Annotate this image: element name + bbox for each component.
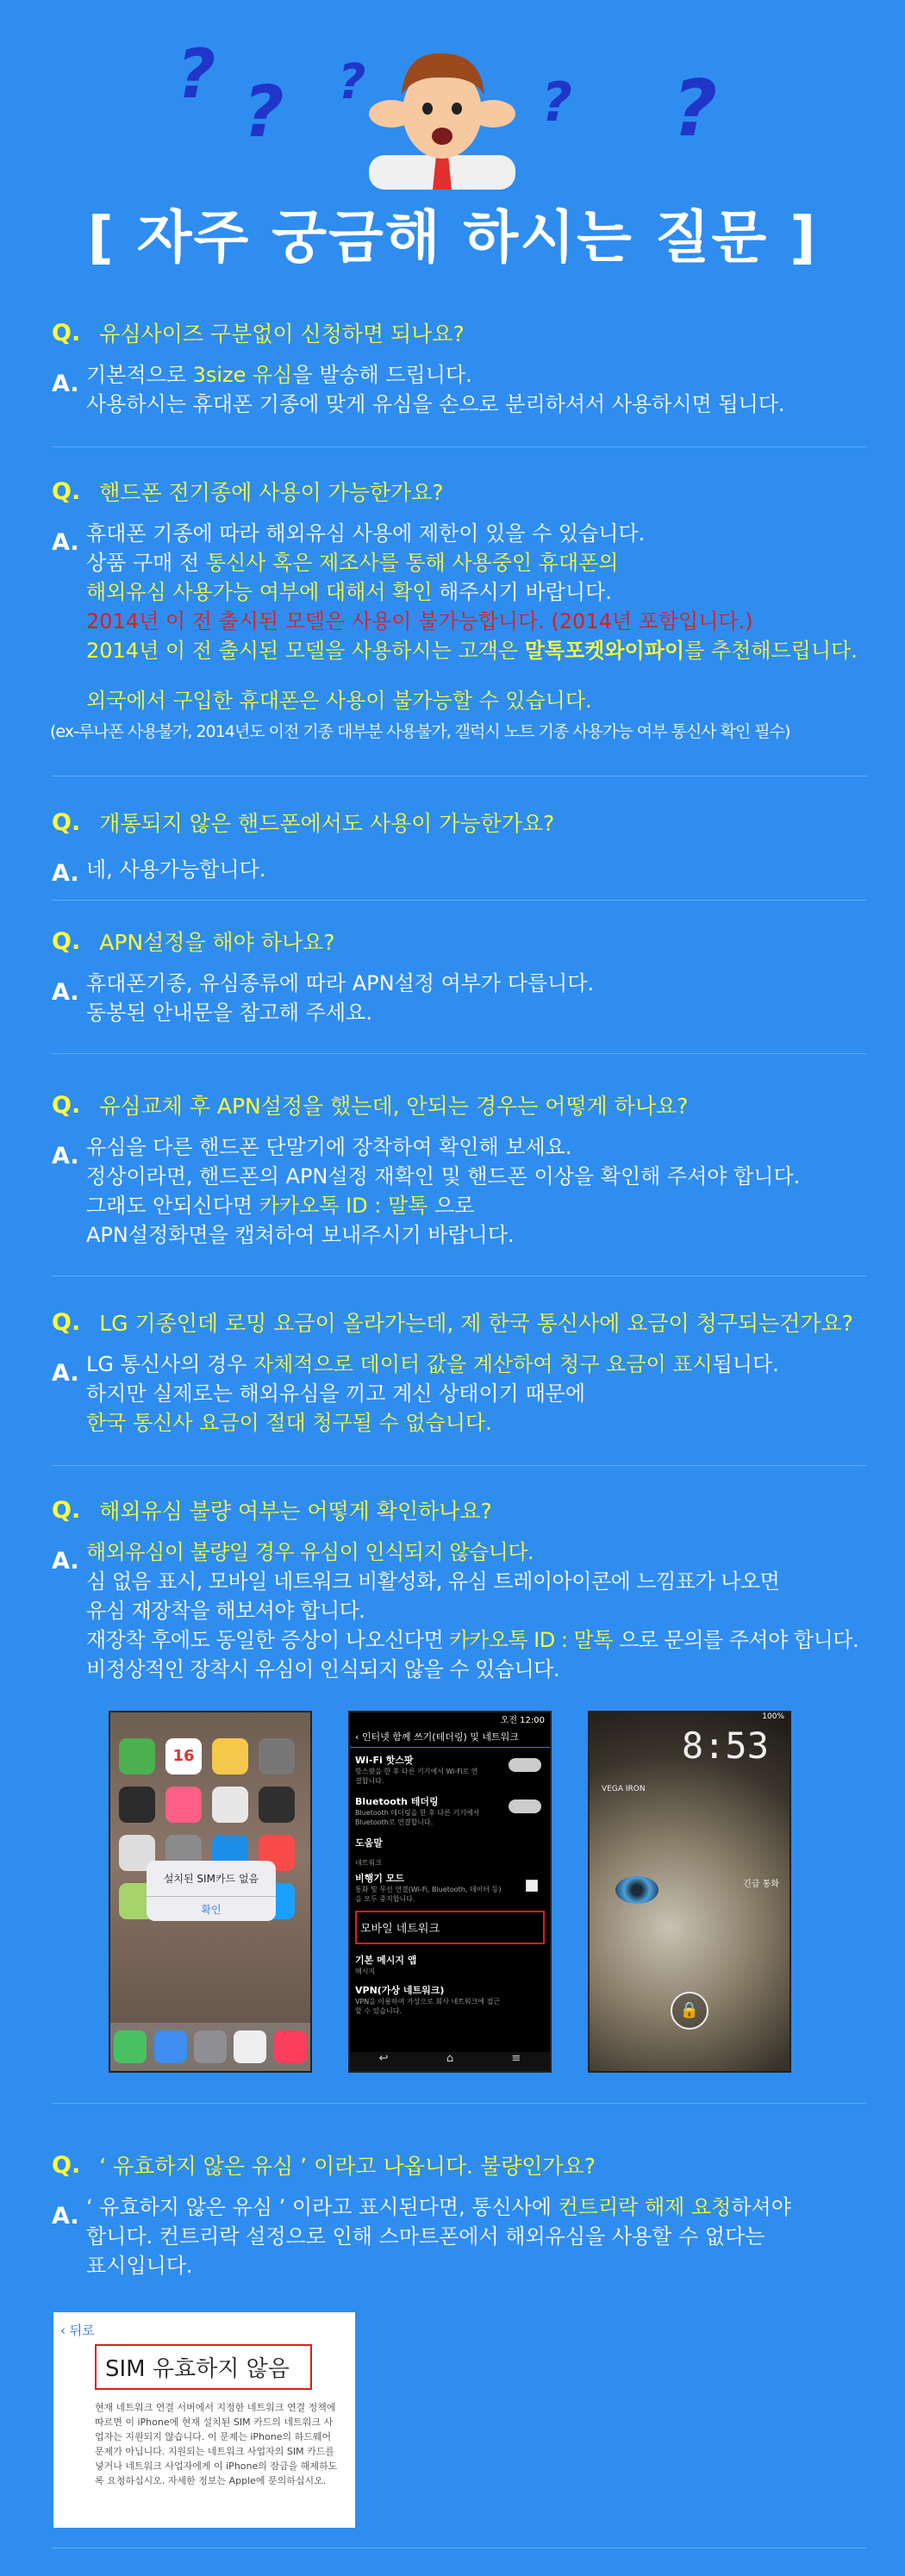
faq-item <box>52 476 879 742</box>
settings-item[interactable] <box>355 1953 545 1976</box>
faq-question <box>52 807 879 838</box>
back-nav-icon[interactable]: ↩ <box>378 2052 389 2065</box>
faq-question <box>52 317 879 348</box>
answer-line: 유심 재장착을 해보셔야 합니다. <box>86 1599 365 1623</box>
back-label: 뒤로 <box>69 2323 95 2338</box>
faq-answer <box>52 1132 879 1250</box>
a-marker: A. <box>52 529 79 556</box>
sim-invalid-title: SIM 유효하지 않음 <box>95 2344 312 2390</box>
lock-icon[interactable]: 🔒 <box>671 1992 708 2030</box>
q-marker: Q. <box>52 1496 81 1524</box>
faq-item <box>52 1089 879 1250</box>
answer-text <box>86 1132 800 1250</box>
status-bar: 오전 12:00 <box>500 1716 545 1725</box>
answer-highlight: 컨트리락 해제 요청 <box>558 2195 732 2219</box>
back-icon[interactable]: ‹ <box>355 1731 362 1743</box>
a-marker: A. <box>52 1360 79 1387</box>
phone-screenshot-network-settings <box>348 1711 552 2073</box>
divider <box>52 1465 867 1466</box>
phone-app-icon <box>114 2030 147 2063</box>
answer-highlight: 카카오톡 ID : 말톡 <box>449 1628 613 1652</box>
answer-highlight: 통신사 혹은 제조사를 통해 사용중인 휴대폰의 <box>205 551 619 575</box>
settings-item-desc: 메시지 <box>355 1968 376 1975</box>
settings-item-title: Bluetooth 테더링 <box>355 1796 439 1807</box>
answer-text <box>86 1350 779 1438</box>
faq-question <box>52 476 879 507</box>
answer-warning: 2014년 이 전 출시된 모델은 사용이 불가능합니다. (2014년 포함입니다.) <box>86 609 753 633</box>
nav-bar <box>350 2052 550 2071</box>
q-marker: Q. <box>52 477 81 505</box>
answer-line: 그래도 안되신다면 <box>86 1194 259 1218</box>
a-marker: A. <box>52 860 79 887</box>
answer-highlight: 해외유심 사용가능 여부에 대해서 확인 <box>86 580 433 604</box>
answer-line: 재장착 후에도 동일한 증상이 나오신다면 <box>86 1628 450 1652</box>
answer-line: 동봉된 안내문을 참고해 주세요. <box>86 1001 372 1025</box>
answer-highlight: 한국 통신사 요금이 절대 청구될 수 없습니다. <box>86 1411 492 1435</box>
toggle-switch[interactable] <box>509 1799 541 1813</box>
a-marker: A. <box>52 1143 79 1169</box>
answer-line: 비정상적인 장착시 유심이 인식되지 않을 수 있습니다. <box>86 1657 559 1681</box>
faq-answer <box>52 519 879 715</box>
faq-item <box>52 807 879 887</box>
answer-text <box>86 2192 791 2280</box>
chevron-left-icon: ‹ <box>60 2323 70 2338</box>
confused-person-icon <box>360 34 524 190</box>
question-text: LG 기종인데 로밍 요금이 올라가는데, 제 한국 통신사에 요금이 청구되는건가요? <box>99 1311 853 1336</box>
faq-answer <box>52 969 879 1027</box>
music-app-icon <box>274 2030 307 2063</box>
q-marker: Q. <box>52 1091 81 1119</box>
faq-question <box>52 2149 879 2180</box>
mobile-network-item[interactable]: 모바일 네트워크 <box>355 1911 545 1944</box>
a-marker: A. <box>52 1548 79 1575</box>
answer-text <box>86 360 785 419</box>
alert-text: 설치된 SIM카드 없음 <box>163 1873 259 1885</box>
answer-line: 상품 구매 전 <box>86 551 206 575</box>
answer-highlight: 카카오톡 ID : 말톡 <box>259 1194 428 1218</box>
question-text: APN설정을 해야 하나요? <box>99 930 335 955</box>
answer-line: 휴대폰기종, 유심종류에 따라 APN설정 여부가 다릅니다. <box>86 971 595 995</box>
answer-line: 네, 사용가능합니다. <box>86 858 266 882</box>
answer-highlight: 해외유심이 불량일 경우 유심이 인식되지 않습니다. <box>86 1540 534 1564</box>
sim-invalid-description: 현재 네트워크 연결 서버에서 지정한 네트워크 연결 정책에 따르면 이 iPhone에 현재 설치된 SIM 카드의 네트워크 사업자는 지원되지 않습니다. 이 문제는 iPhone의 하드웨어 문제가 아닙니다. 지원되는 네트워크 사업자의 SIM 카드를 넣거나 네트워크 사업자에게 이 iPhone의 잠금을 해제하도록 요청하십시오. 자세한 정보는 Apple에 문의하십시오. <box>95 2402 338 2486</box>
answer-line: APN설정화면을 캡쳐하여 보내주시기 바랍니다. <box>86 1223 515 1247</box>
mail-app-icon <box>154 2030 187 2063</box>
status-bar: 100% <box>762 1712 784 1721</box>
faq-question <box>52 1307 879 1338</box>
settings-item-title: 도움말 <box>355 1837 383 1849</box>
answer-line: LG 통신사의 경우 <box>86 1352 253 1376</box>
answer-line: 유심을 다른 핸드폰 단말기에 장착하여 확인해 보세요. <box>86 1135 572 1159</box>
faq-item <box>52 1307 879 1438</box>
device-brand: VEGA IRON <box>602 1785 646 1793</box>
answer-line: 사용하시는 휴대폰 기종에 맞게 유심을 손으로 분리하셔서 사용하시면 됩니다. <box>86 392 785 416</box>
answer-note: (ex-루나폰 사용불가, 2014년도 이전 기종 대부분 사용불가, 갤럭시 노트 기종 사용가능 여부 통신사 확인 필수) <box>50 722 790 741</box>
answer-line: 기본적으로 <box>86 363 193 387</box>
page-title: [ 자주 궁금해 하시는 질문 ] <box>87 204 818 271</box>
question-text: ‘ 유효하지 않은 유심 ’ 이라고 나옵니다. 불량인가요? <box>99 2154 596 2179</box>
faq-item <box>52 1494 879 1684</box>
settings-item[interactable] <box>355 1753 545 1786</box>
question-mark-icon: ? <box>541 71 572 134</box>
faq-answer <box>52 1350 879 1438</box>
settings-app-icon <box>194 2030 227 2063</box>
ios-invalid-sim-screenshot <box>53 2312 355 2528</box>
settings-item-desc: Bluetooth 테더링을 한 후 다른 기기에서 Bluetooth로 연결합니다. <box>355 1809 480 1826</box>
settings-item-title: 비행기 모드 <box>355 1873 404 1884</box>
header <box>0 0 905 284</box>
app-icon <box>119 1787 155 1823</box>
dock <box>110 2023 310 2071</box>
answer-highlight: 자체적으로 데이터 값을 계산하여 청구 요금이 표시 <box>253 1352 713 1376</box>
faq-answer <box>52 2192 879 2280</box>
toggle-switch[interactable] <box>509 1758 541 1772</box>
answer-line: 정상이라면, 핸드폰의 APN설정 재확인 및 핸드폰 이상을 확인해 주셔야 합니다. <box>86 1164 801 1188</box>
answer-line: 해주시기 바랍니다. <box>432 580 612 604</box>
q-marker: Q. <box>52 927 81 955</box>
calendar-icon: 16 <box>165 1738 202 1775</box>
question-mark-icon: ? <box>338 54 366 110</box>
camera-icon <box>259 1738 295 1775</box>
settings-item-desc: 통화 및 무선 연결(Wi-Fi, Bluetooth, 데이터 등)을 모두 중지합니다. <box>355 1886 502 1903</box>
answer-text <box>86 850 265 887</box>
answer-line: 됩니다. <box>712 1352 779 1376</box>
lock-clock: 8:53 <box>681 1725 769 1767</box>
settings-item-title: VPN(가상 네트워크) <box>355 1985 445 1996</box>
answer-line: 으로 문의를 주셔야 합니다. <box>612 1628 859 1652</box>
answer-highlight: 를 추천해드립니다. <box>684 639 858 663</box>
faq-question <box>52 1089 879 1120</box>
faq-item <box>52 317 879 419</box>
question-mark-icon: ? <box>672 64 718 154</box>
divider <box>52 1053 867 1054</box>
answer-text <box>86 969 594 1027</box>
no-sim-alert <box>147 1861 276 1921</box>
settings-item[interactable] <box>355 1836 545 1849</box>
q-marker: Q. <box>52 319 81 346</box>
answer-text <box>86 1537 858 1684</box>
emergency-call-button[interactable]: 긴급 통화 <box>743 1880 779 1889</box>
answer-line: ‘ 유효하지 않은 유심 ’ 이라고 표시된다면, 통신사에 <box>86 2195 559 2219</box>
question-text: 개통되지 않은 핸드폰에서도 사용이 가능한가요? <box>99 811 555 836</box>
divider <box>52 900 867 901</box>
answer-highlight: 말톡포켓와이파이 <box>524 639 685 663</box>
faq-question <box>52 1494 879 1525</box>
home-nav-icon[interactable]: ⌂ <box>446 2052 454 2065</box>
settings-item-desc: 핫스팟을 한 후 다른 기기에서 Wi-Fi로 연결합니다. <box>355 1768 478 1785</box>
divider <box>52 446 867 447</box>
answer-text <box>86 519 858 715</box>
faq-question <box>52 926 879 957</box>
settings-section-label: 네트워크 <box>355 1859 382 1867</box>
divider <box>52 2103 867 2104</box>
q-marker: Q. <box>52 2151 81 2179</box>
question-mark-icon: ? <box>177 36 216 114</box>
a-marker: A. <box>52 371 79 397</box>
app-icon <box>165 1787 202 1823</box>
q-marker: Q. <box>52 808 81 836</box>
answer-highlight: 3size 유심 <box>192 363 293 387</box>
answer-line: 하셔야 <box>731 2195 791 2219</box>
faq-item <box>52 2149 879 2280</box>
divider <box>52 776 867 777</box>
app-icon <box>119 1738 155 1775</box>
settings-item[interactable] <box>355 1983 545 2016</box>
answer-line: 하지만 실제로는 해외유심을 끼고 계신 상태이기 때문에 <box>86 1382 586 1406</box>
settings-item-title: Wi-Fi 핫스팟 <box>355 1755 414 1766</box>
safari-app-icon <box>234 2030 266 2063</box>
settings-item-title: 기본 메시지 앱 <box>355 1955 417 1966</box>
app-icon <box>212 1787 248 1823</box>
settings-header <box>350 1726 550 1748</box>
a-marker: A. <box>52 2203 79 2230</box>
question-text: 해외유심 불량 여부는 어떻게 확인하나요? <box>99 1499 492 1524</box>
answer-line: 심 없음 표시, 모바일 네트워크 비활성화, 유심 트레이아이콘에 느낌표가 나오면 <box>86 1569 780 1594</box>
question-text: 유심교체 후 APN설정을 했는데, 안되는 경우는 어떻게 하나요? <box>99 1094 689 1119</box>
leopard-eye <box>615 1876 658 1904</box>
question-text: 핸드폰 전기종에 사용이 가능한가요? <box>99 480 444 505</box>
answer-highlight: 2014년 이 전 출시된 모델을 사용하시는 고객은 <box>86 639 525 663</box>
alert-ok-button[interactable]: 확인 <box>147 1896 276 1917</box>
question-mark-icon: ? <box>243 72 284 153</box>
question-text: 유심사이즈 구분없이 신청하면 되나요? <box>99 321 465 346</box>
answer-highlight: 외국에서 구입한 휴대폰은 사용이 불가능할 수 있습니다. <box>86 689 592 713</box>
a-marker: A. <box>52 979 79 1006</box>
app-icon <box>259 1787 295 1823</box>
faq-answer <box>52 360 879 419</box>
phone-screenshot-no-sim <box>109 1711 312 2073</box>
answer-line: 합니다. 컨트리락 설정으로 인해 스마트폰에서 해외유심을 사용할 수 없다는 <box>86 2224 765 2249</box>
q-marker: Q. <box>52 1308 81 1336</box>
menu-nav-icon[interactable]: ≡ <box>511 2052 521 2065</box>
answer-line: 으로 <box>428 1194 475 1218</box>
faq-answer <box>52 850 879 887</box>
settings-item[interactable] <box>355 1871 545 1904</box>
answer-line: 표시입니다. <box>86 2254 193 2278</box>
settings-header-title: 인터넷 함께 쓰기(테더링) 및 네트워크 <box>361 1731 519 1743</box>
settings-item-desc: VPN을 이용하여 가상으로 회사 네트워크에 접근할 수 있습니다. <box>355 1998 501 2015</box>
faq-answer <box>52 1537 879 1684</box>
answer-line: 휴대폰 기종에 따라 해외유심 사용에 제한이 있을 수 있습니다. <box>86 521 646 546</box>
phone-screenshot-lock-screen <box>588 1711 791 2073</box>
back-link[interactable] <box>53 2312 355 2342</box>
checkbox[interactable] <box>526 1880 538 1892</box>
app-icon <box>212 1738 248 1775</box>
answer-line: 을 발송해 드립니다. <box>292 363 472 387</box>
settings-item[interactable] <box>355 1794 545 1827</box>
faq-item <box>52 926 879 1027</box>
